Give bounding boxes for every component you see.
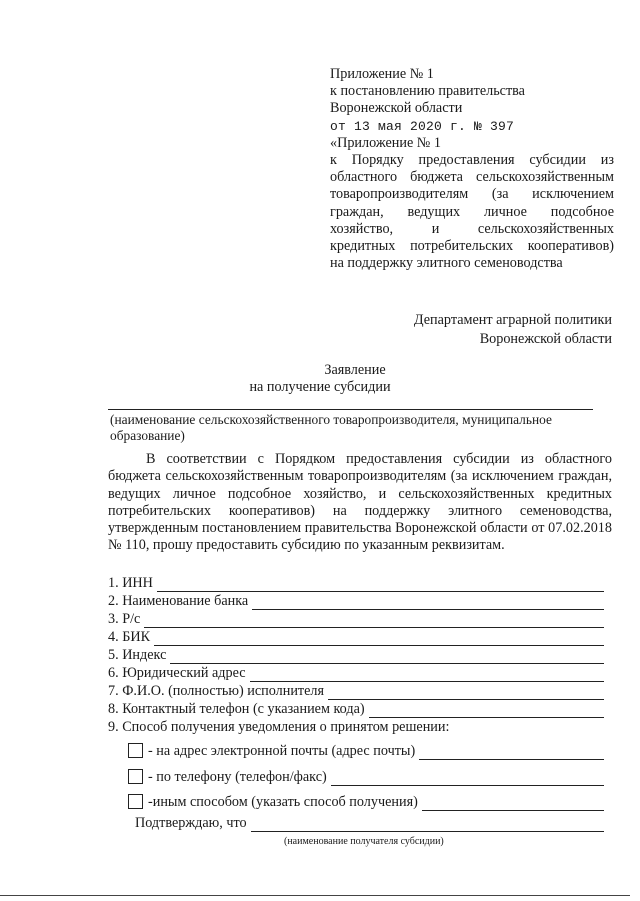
field-contact-phone: [108, 700, 604, 718]
phone-input-line[interactable]: [331, 772, 604, 786]
annex-line: товаропроизводителям (за исключением: [330, 186, 614, 203]
field-account: [108, 610, 604, 628]
postcode-input-line[interactable]: [170, 650, 604, 664]
request-paragraph: [108, 451, 612, 555]
department-region: Воронежской области: [479, 331, 612, 347]
email-input-line[interactable]: [419, 746, 604, 760]
request-text: В соответствии с Порядком предоставления субсидии из областного бюджета сельскохозяйственным товаропроизводителям (за исключением граждан, ведущих личное подсобное хозяйство, и сельскохозяйственных кредитных потребительских кооперативов) на поддержку элитного семеноводства, утвержденным постановлением правительства Воронежской области от 07.02.2018 № 110, прошу предоставить субсидию по указанным реквизитам.: [108, 451, 612, 554]
title-main: Заявление: [324, 362, 386, 378]
field-label: 8. Контактный телефон (с указанием кода): [108, 701, 365, 717]
field-notify-method: [108, 718, 604, 736]
bik-input-line[interactable]: [154, 632, 604, 646]
annex-line: на поддержку элитного семеноводства: [330, 255, 563, 272]
bank-name-input-line[interactable]: [252, 596, 604, 610]
field-label: 5. Индекс: [108, 647, 167, 663]
annex-line: кредитных потребительских кооперативов): [330, 238, 614, 255]
phone-checkbox[interactable]: [128, 769, 143, 784]
confirm-label: Подтверждаю, что: [135, 815, 247, 831]
confirmation-row: [135, 815, 604, 832]
annex-line: к Порядку предоставления субсидии из: [330, 152, 614, 169]
department-addressee: [414, 311, 612, 349]
document-title: [0, 362, 640, 396]
annex-date-number: от 13 мая 2020 г. № 397: [330, 118, 515, 134]
notify-option-label: -иным способом (указать способ получения): [148, 794, 418, 810]
legal-address-input-line[interactable]: [250, 668, 604, 682]
applicant-caption: (наименование сельскохозяйственного товаропроизводителя, муниципальное образование): [110, 412, 552, 443]
field-bank-name: [108, 592, 604, 610]
field-inn: [108, 574, 604, 592]
notify-option-phone: [128, 766, 604, 786]
page-bottom-rule: [0, 895, 630, 896]
field-label: 7. Ф.И.О. (полностью) исполнителя: [108, 683, 325, 699]
field-legal-address: [108, 664, 604, 682]
annex-line: к постановлению правительства: [330, 83, 525, 100]
notify-option-label: - на адрес электронной почты (адрес почты): [148, 743, 416, 759]
other-method-input-line[interactable]: [422, 797, 604, 811]
recipient-name-input-line[interactable]: [251, 818, 604, 832]
field-label: 6. Юридический адрес: [108, 665, 246, 681]
title-sub: на получение субсидии: [249, 379, 391, 395]
annex-line: Воронежской области: [330, 100, 463, 117]
annex-line: хозяйство, и сельскохозяйственных: [330, 220, 614, 237]
annex-block: [330, 66, 614, 272]
annex-title: Приложение № 1: [330, 66, 434, 82]
field-executor-name: [108, 682, 604, 700]
email-checkbox[interactable]: [128, 743, 143, 758]
annex-line: граждан, ведущих личное подсобное: [330, 203, 614, 220]
notify-option-email: [128, 740, 604, 760]
notify-option-other: [128, 791, 604, 811]
confirm-caption: (наименование получателя субсидии): [284, 836, 444, 847]
executor-name-input-line[interactable]: [328, 686, 604, 700]
applicant-name-line[interactable]: [108, 409, 593, 410]
other-method-checkbox[interactable]: [128, 794, 143, 809]
department-name: Департамент аграрной политики: [413, 312, 612, 328]
annex-line: «Приложение № 1: [330, 134, 441, 151]
field-label: 2. Наименование банка: [108, 593, 249, 609]
contact-phone-input-line[interactable]: [369, 704, 604, 718]
inn-input-line[interactable]: [157, 578, 604, 592]
field-label: 9. Способ получения уведомления о принятом решении:: [108, 719, 450, 735]
field-bik: [108, 628, 604, 646]
field-label: 3. Р/с: [108, 611, 141, 627]
annex-line: областного бюджета сельскохозяйственным: [330, 169, 614, 186]
field-postcode: [108, 646, 604, 664]
field-label: 4. БИК: [108, 629, 151, 645]
field-label: 1. ИНН: [108, 575, 153, 591]
notify-option-label: - по телефону (телефон/факс): [148, 769, 327, 785]
account-input-line[interactable]: [144, 614, 604, 628]
